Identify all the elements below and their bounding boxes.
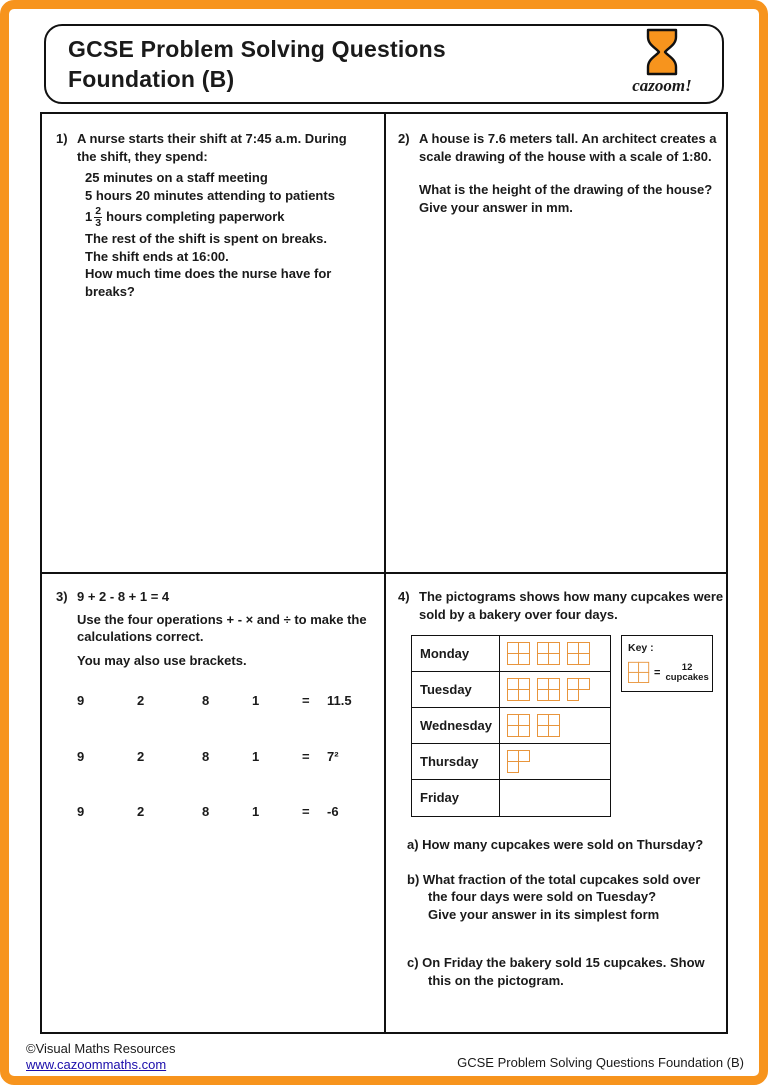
page-title-line1: GCSE Problem Solving Questions <box>68 36 446 62</box>
pictogram-day-label: Thursday <box>412 744 500 779</box>
q1-line-shift-end: The shift ends at 16:00. <box>85 248 229 264</box>
q3-row2-n1: 9 <box>77 748 85 764</box>
question-4-number: 4) <box>398 589 410 604</box>
cupcake-icon-pane <box>518 725 530 737</box>
cupcake-icon-pane <box>518 750 530 762</box>
q3-row1-n1: 9 <box>77 693 85 708</box>
q1-item-patients: 5 hours 20 minutes attending to patients <box>85 187 335 203</box>
q4-intro-line-2: sold by a bakery over four days. <box>419 606 618 622</box>
question-3-number: 3) <box>56 589 68 604</box>
q1-item-meeting: 25 minutes on a staff meeting <box>85 170 268 185</box>
q3-row1-n3: 8 <box>202 693 210 708</box>
cazoom-logo-text: cazoom! <box>632 76 692 95</box>
cupcake-icon-pane <box>578 653 590 665</box>
q1-frac-whole: 1 <box>85 209 93 225</box>
cupcake-icon <box>567 642 590 665</box>
cupcake-icon-pane <box>518 653 530 665</box>
footer-website-link[interactable]: www.cazoommaths.com <box>26 1057 167 1072</box>
pictogram-icon-cell <box>500 672 610 707</box>
cazoom-logo <box>616 28 708 94</box>
pictogram-row-friday <box>412 780 610 816</box>
q3-puzzle-rows <box>77 692 376 821</box>
pictogram-icon-cell <box>500 708 610 743</box>
question-4-panel <box>386 574 730 1036</box>
pictogram-day-label: Wednesday <box>412 708 500 743</box>
pictogram-row-wednesday <box>412 708 610 744</box>
q2-prompt-line-2: Give your answer in mm. <box>419 199 573 215</box>
q3-row1-result: 11.5 <box>327 693 352 708</box>
q3-row1-equals: = <box>302 693 310 708</box>
cupcake-icon <box>628 661 647 680</box>
pictogram-key-label: Key : <box>628 642 654 654</box>
cazoom-logo-icon <box>616 28 708 76</box>
q3-row2-result: 7² <box>327 748 339 764</box>
footer-left <box>26 1041 176 1073</box>
cupcake-icon-pane <box>638 671 649 682</box>
q3-brackets-note: You may also use brackets. <box>77 652 247 668</box>
q3-row3-n4: 1 <box>252 804 260 819</box>
q4-intro-line-1: The pictograms shows how many cupcakes were <box>419 589 724 604</box>
pictogram-row-tuesday <box>412 672 610 708</box>
cupcake-icon <box>507 750 530 773</box>
question-1-number: 1) <box>56 131 68 146</box>
pictogram-row-thursday <box>412 744 610 780</box>
q3-instruction-line-2: calculations correct. <box>77 629 204 644</box>
question-2-panel <box>386 114 730 572</box>
cupcake-icon <box>537 714 560 737</box>
pictogram-icon-cell <box>500 636 610 671</box>
cupcake-icon <box>537 642 560 665</box>
fraction-two-thirds: $\frac{2}{3}$ <box>95 204 102 229</box>
cupcake-icon-pane <box>518 689 530 701</box>
cupcake-icon-pane <box>548 725 560 737</box>
page-title <box>46 34 446 94</box>
pictogram-table <box>411 635 611 817</box>
pictogram-row-monday <box>412 636 610 672</box>
footer-worksheet-title: GCSE Problem Solving Questions Foundation (B) <box>457 1055 744 1070</box>
q3-row1-n4: 1 <box>252 693 260 708</box>
cupcake-icon-pane <box>548 653 560 665</box>
q1-intro-line-2: the shift, they spend: <box>77 148 208 164</box>
pictogram-icon-cell <box>500 780 610 816</box>
q3-puzzle-row <box>77 748 376 766</box>
pictogram-key <box>621 635 713 692</box>
q1-frac-text: hours completing paperwork <box>106 209 285 225</box>
q1-intro-line-1: A nurse starts their shift at 7:45 a.m. During <box>77 131 347 146</box>
pictogram-day-label: Tuesday <box>412 672 500 707</box>
pictogram-icon-cell <box>500 744 610 779</box>
q4-part-b: b) What fraction of the total cupcakes sold over the four days were sold on Tuesday? Give your answer in its simplest form <box>407 871 701 922</box>
q1-item-paperwork <box>85 204 376 230</box>
q3-row2-n3: 8 <box>202 748 210 764</box>
question-3-panel <box>42 574 384 1036</box>
q3-row2-n4: 1 <box>252 748 260 764</box>
q2-intro-line-1: A house is 7.6 meters tall. An architect creates a <box>419 131 717 146</box>
question-1-panel <box>42 114 384 572</box>
q3-puzzle-row <box>77 803 376 821</box>
cupcake-icon-pane <box>638 661 649 672</box>
pictogram-day-label: Friday <box>412 780 500 816</box>
q3-instruction-line-1: Use the four operations + - × and ÷ to make the <box>77 611 367 627</box>
cupcake-icon <box>567 678 590 701</box>
cupcake-icon <box>507 714 530 737</box>
q1-question-line: How much time does the nurse have for breaks? <box>85 266 332 299</box>
question-2-number: 2) <box>398 131 410 146</box>
q3-row3-n2: 2 <box>137 804 145 819</box>
q4-part-a: a) How many cupcakes were sold on Thursday? <box>407 837 704 852</box>
cupcake-icon <box>507 642 530 665</box>
q3-row3-result: -6 <box>327 804 339 819</box>
cupcake-icon-pane <box>567 689 579 701</box>
pictogram-day-label: Monday <box>412 636 500 671</box>
header-title-box <box>44 24 724 104</box>
q3-row2-equals: = <box>302 748 310 764</box>
page-title-line2: Foundation (B) <box>68 66 235 92</box>
q3-equation: 9 + 2 - 8 + 1 = 4 <box>77 589 170 604</box>
q3-row2-n2: 2 <box>137 748 145 764</box>
questions-grid <box>40 112 728 1034</box>
q3-row3-n3: 8 <box>202 804 210 819</box>
pictogram-key-equals: = <box>654 666 661 679</box>
cupcake-icon-pane <box>507 761 519 773</box>
q4-part-c: c) On Friday the bakery sold 15 cupcakes. Show this on the pictogram. <box>407 955 705 988</box>
q1-line-breaks: The rest of the shift is spent on breaks. <box>85 231 327 246</box>
pictogram-key-value: 12 cupcakes <box>665 661 709 684</box>
cupcake-icon-pane <box>578 678 590 690</box>
pictogram-key-icon-slot <box>628 661 649 687</box>
footer-copyright: ©Visual Maths Resources <box>26 1041 176 1056</box>
q3-row3-n1: 9 <box>77 804 85 819</box>
cupcake-icon <box>507 678 530 701</box>
cupcake-icon <box>537 678 560 701</box>
q3-row1-n2: 2 <box>137 693 145 708</box>
cupcake-icon-pane <box>548 689 560 701</box>
q3-row3-equals: = <box>302 804 310 819</box>
q2-intro-line-2: scale drawing of the house with a scale of 1:80. <box>419 148 712 164</box>
q2-prompt-line-1: What is the height of the drawing of the house? <box>419 182 713 197</box>
q3-puzzle-row <box>77 692 376 710</box>
